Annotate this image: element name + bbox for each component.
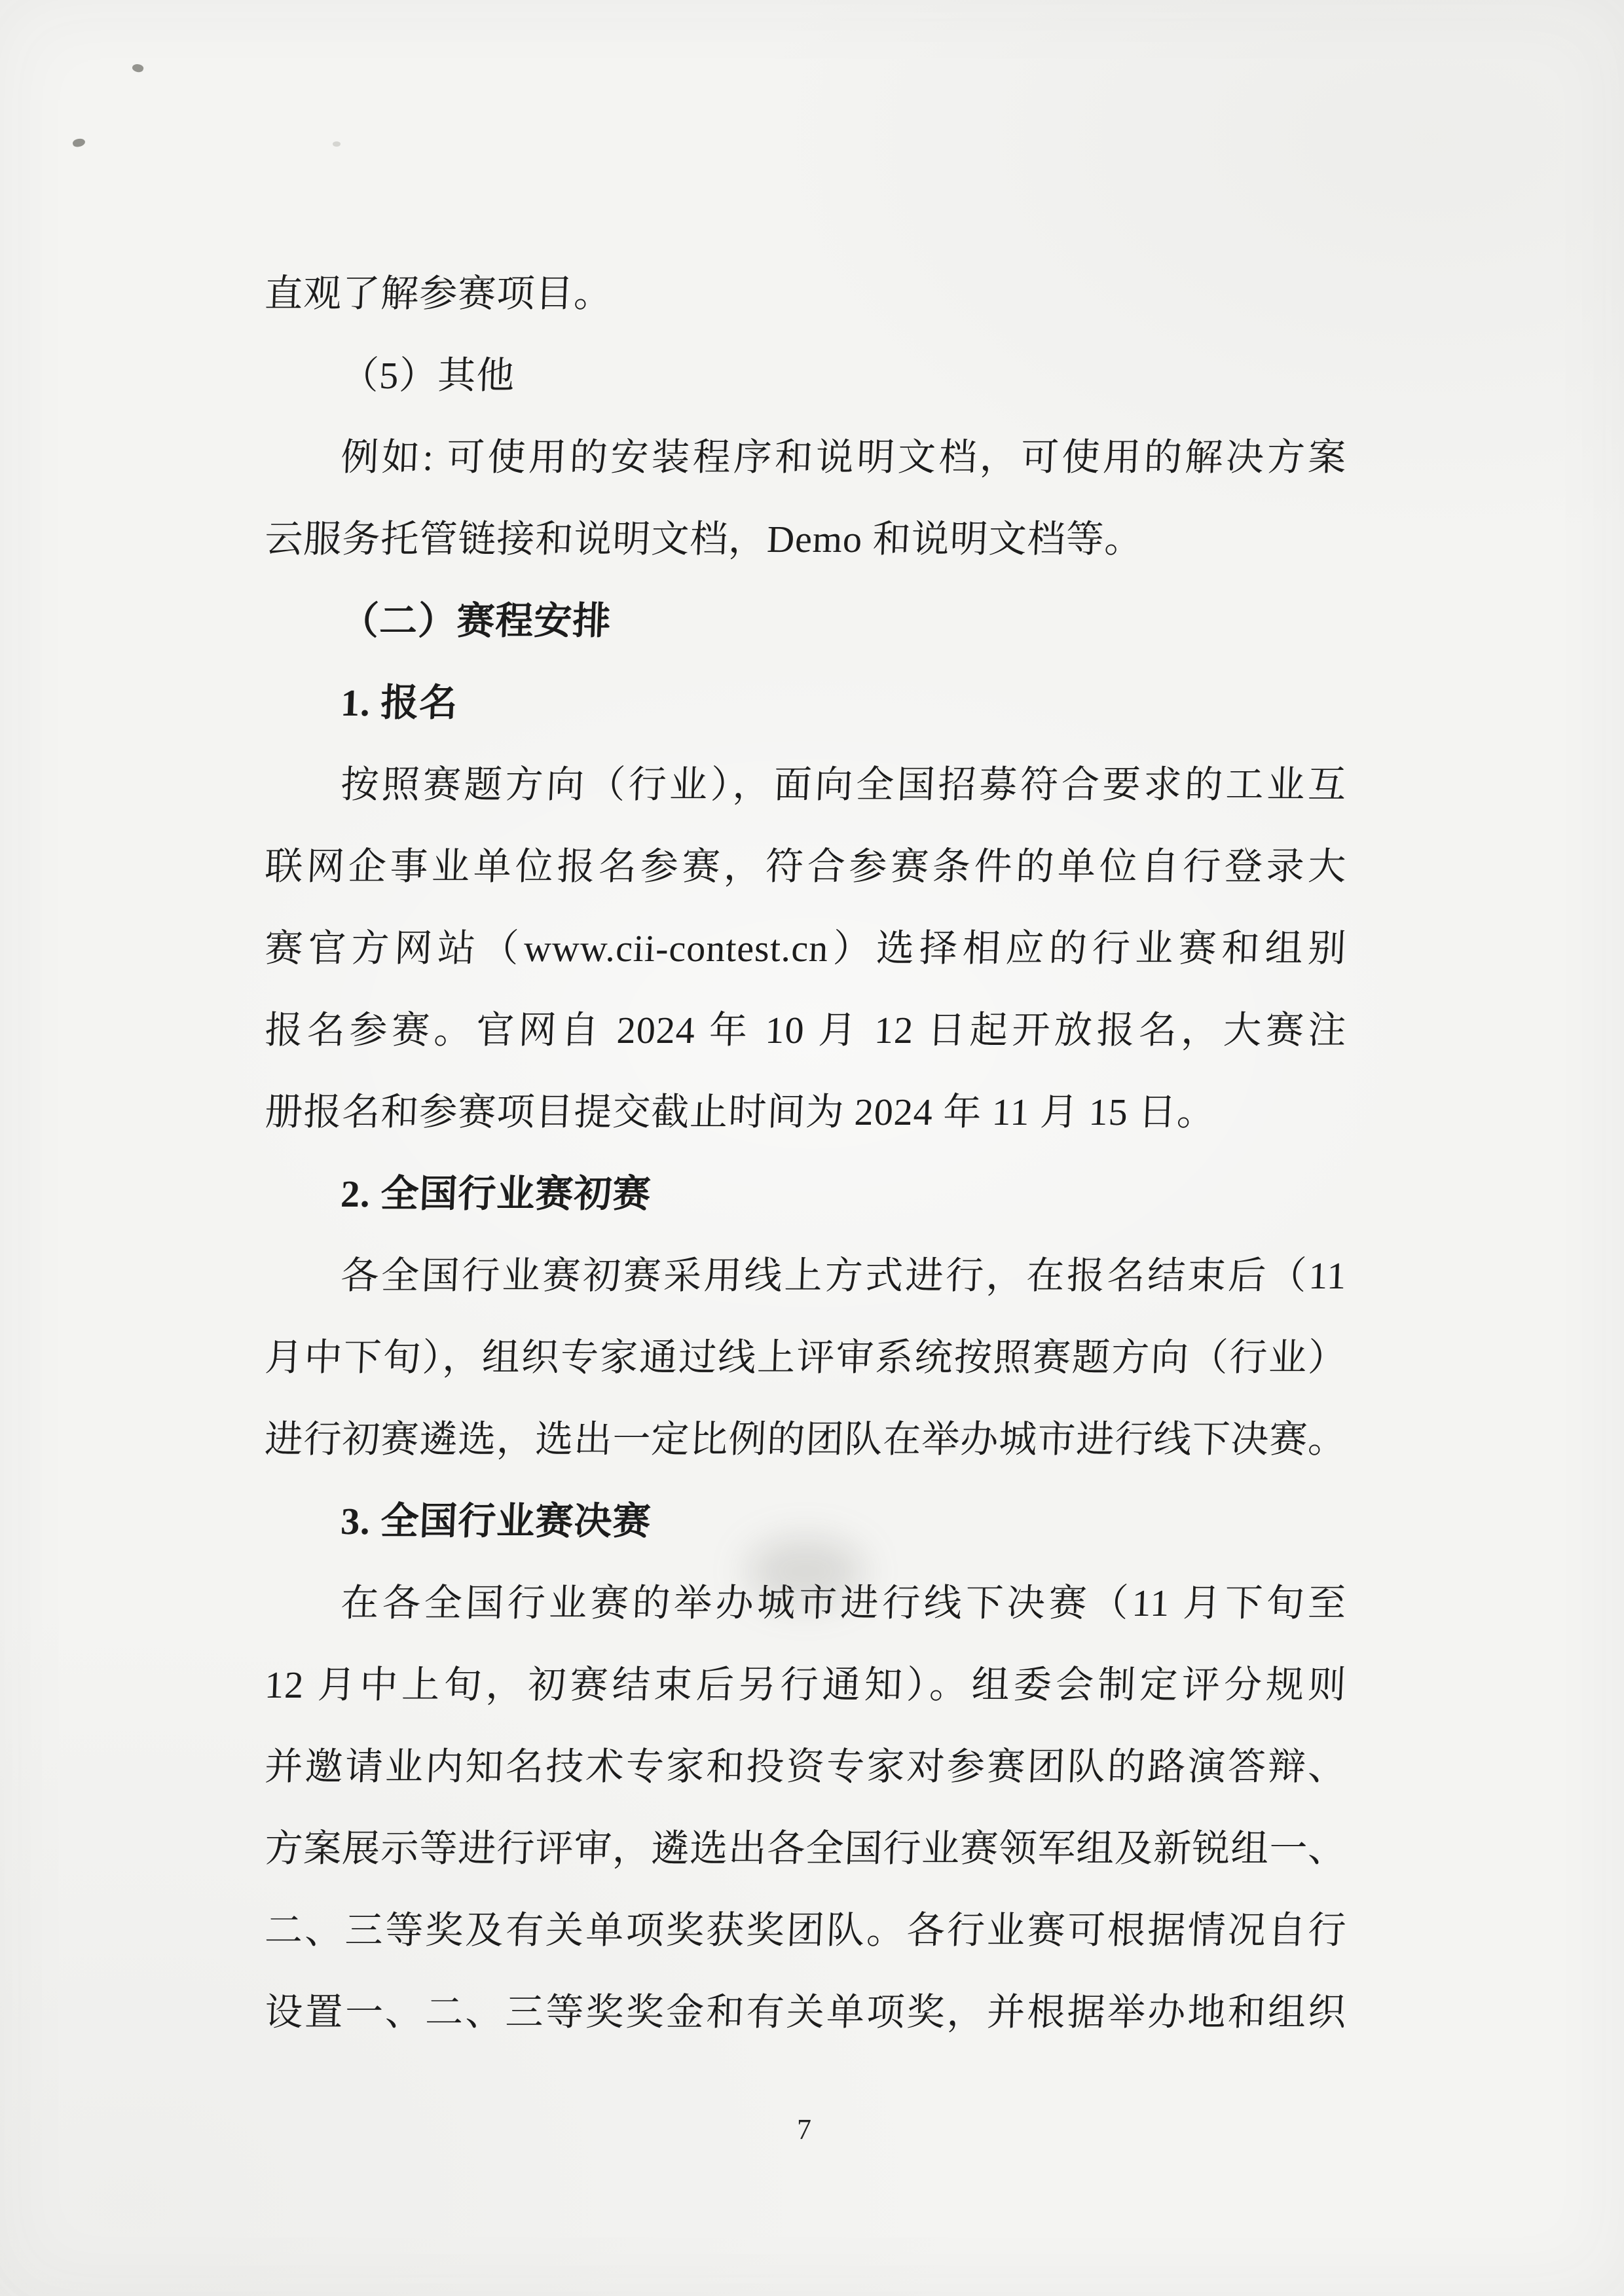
text-line: （5）其他 — [340, 354, 516, 397]
text-line: 进行初赛遴选，选出一定比例的团队在举办城市进行线下决赛。 — [264, 1418, 1348, 1461]
page-number: 7 — [797, 2113, 811, 2145]
text-line: 并邀请业内知名技术专家和投资专家对参赛团队的路演答辩、 — [264, 1745, 1348, 1788]
text-line: 例如: 可使用的安装程序和说明文档，可使用的解决方案 — [340, 436, 1348, 479]
text-line: 报名参赛。官网自 2024 年 10 月 12 日起开放报名，大赛注 — [264, 1009, 1348, 1051]
text-line: 二、三等奖及有关单项奖获奖团队。各行业赛可根据情况自行 — [264, 1909, 1348, 1952]
text-line: 册报名和参赛项目提交截止时间为 2024 年 11 月 15 日。 — [264, 1091, 1217, 1133]
text-line: 直观了解参赛项目。 — [264, 272, 614, 315]
heading-line: 2. 全国行业赛初赛 — [340, 1173, 652, 1215]
text-line: 方案展示等进行评审，遴选出各全国行业赛领军组及新锐组一、 — [264, 1827, 1348, 1870]
heading-line: （二）赛程安排 — [340, 600, 612, 642]
text-line: 赛官方网站（www.cii-contest.cn）选择相应的行业赛和组别 — [264, 927, 1348, 970]
text-line: 12 月中上旬，初赛结束后另行通知）。组委会制定评分规则 — [264, 1664, 1348, 1706]
text-line: 在各全国行业赛的举办城市进行线下决赛（11 月下旬至 — [340, 1582, 1348, 1624]
text-line: 按照赛题方向（行业），面向全国招募符合要求的工业互 — [340, 763, 1348, 806]
text-line: 云服务托管链接和说明文档，Demo 和说明文档等。 — [264, 518, 1144, 560]
scan-speck — [132, 63, 145, 74]
scan-speck — [333, 141, 341, 147]
text-line: 设置一、二、三等奖奖金和有关单项奖，并根据举办地和组织 — [264, 1991, 1348, 2033]
document-body — [263, 253, 1348, 2053]
heading-line: 1. 报名 — [340, 682, 459, 724]
text-line: 各全国行业赛初赛采用线上方式进行，在报名结束后（11 — [340, 1254, 1348, 1297]
scan-speck — [72, 137, 86, 148]
text-line: 联网企事业单位报名参赛，符合参赛条件的单位自行登录大 — [264, 845, 1348, 888]
heading-line: 3. 全国行业赛决赛 — [340, 1500, 652, 1542]
text-line: 月中下旬），组织专家通过线上评审系统按照赛题方向（行业） — [264, 1336, 1348, 1379]
